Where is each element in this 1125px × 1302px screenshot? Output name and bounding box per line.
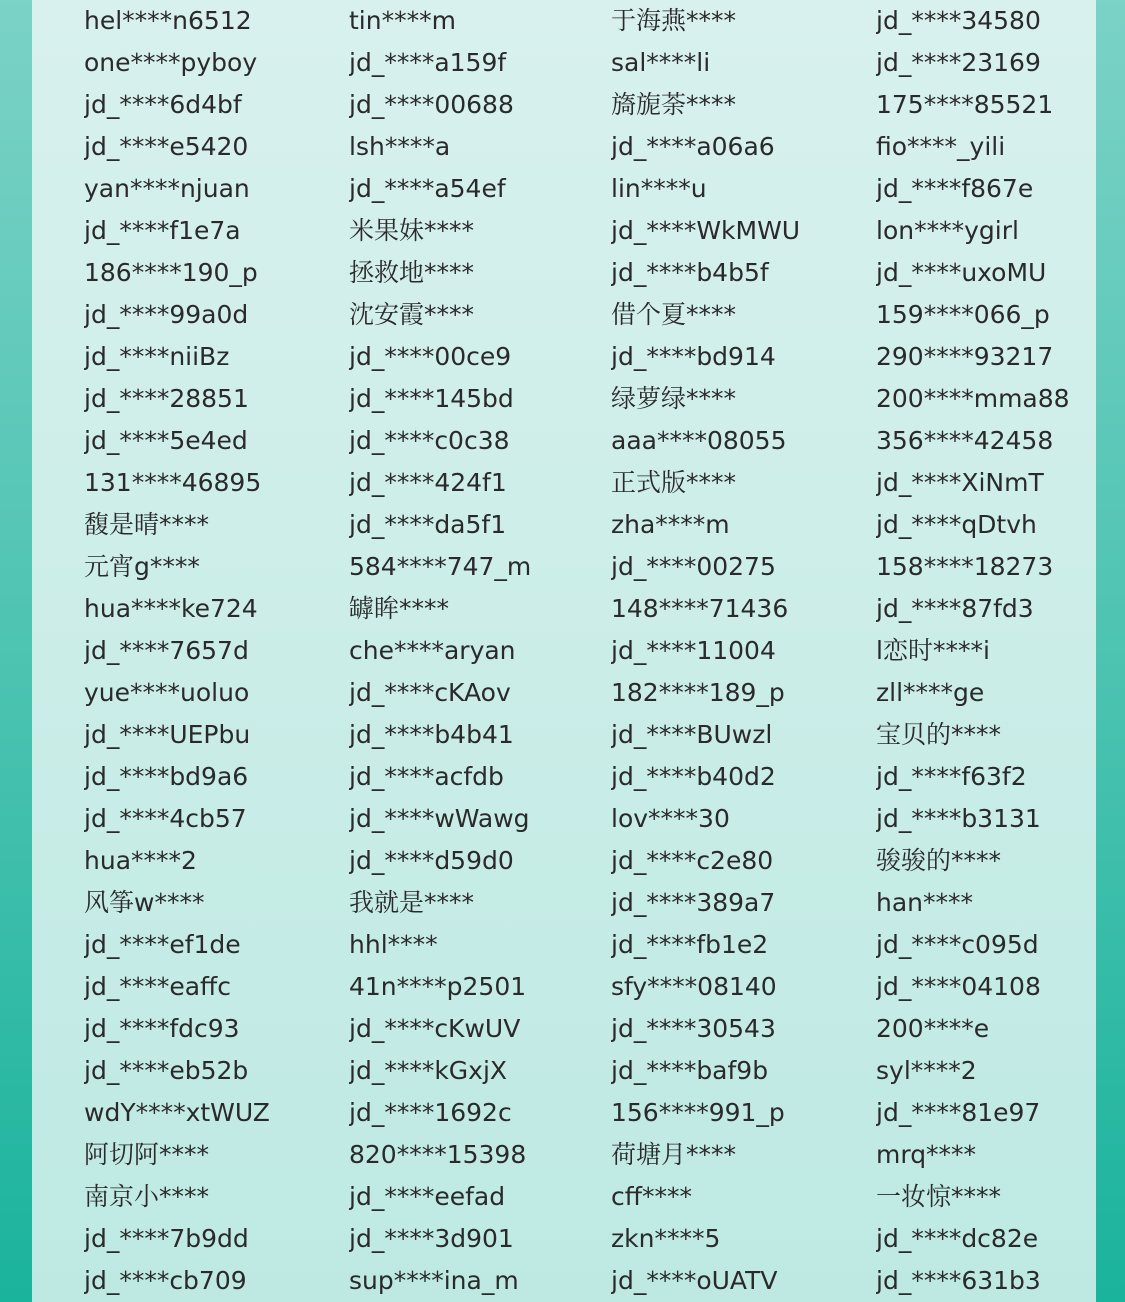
- username-entry: jd_****BUwzl: [611, 720, 773, 749]
- username-entry: 158****18273: [876, 552, 1054, 581]
- username-entry: 宝贝的****: [876, 720, 1002, 749]
- username-entry: 584****747_m: [349, 552, 532, 581]
- username-entry: jd_****uxoMU: [876, 258, 1047, 287]
- username-entry: 馥是晴****: [84, 510, 210, 539]
- username-entry: lin****u: [611, 174, 707, 203]
- username-entry: jd_****kGxjX: [349, 1056, 508, 1085]
- username-entry: jd_****00ce9: [349, 342, 512, 371]
- username-entry: jd_****ef1de: [84, 930, 241, 959]
- username-entry: jd_****00688: [349, 90, 514, 119]
- username-entry: 风筝w****: [84, 888, 205, 917]
- username-entry: jd_****a54ef: [349, 174, 506, 203]
- username-entry: hua****ke724: [84, 594, 258, 623]
- username-entry: jd_****eefad: [349, 1182, 506, 1211]
- username-entry: jd_****oUATV: [611, 1266, 778, 1295]
- username-entry: zkn****5: [611, 1224, 721, 1253]
- username-entry: jd_****b4b5f: [611, 258, 769, 287]
- username-entry: jd_****qDtvh: [876, 510, 1037, 539]
- username-entry: 旖旎荼****: [611, 90, 737, 119]
- username-entry: 罅眸****: [349, 594, 450, 623]
- username-entry: jd_****eb52b: [84, 1056, 249, 1085]
- username-entry: jd_****eaffc: [84, 972, 231, 1001]
- username-entry: 175****85521: [876, 90, 1054, 119]
- username-entry: 米果妹****: [349, 216, 475, 245]
- username-entry: zha****m: [611, 510, 730, 539]
- username-entry: jd_****4cb57: [84, 804, 247, 833]
- username-entry: jd_****wWawg: [349, 804, 530, 833]
- username-entry: jd_****cKAov: [349, 678, 511, 707]
- username-entry: jd_****04108: [876, 972, 1041, 1001]
- username-entry: 借个夏****: [611, 300, 737, 329]
- username-entry: cff****: [611, 1182, 692, 1211]
- username-entry: sfy****08140: [611, 972, 777, 1001]
- username-entry: jd_****87fd3: [876, 594, 1034, 623]
- username-entry: wdY****xtWUZ: [84, 1098, 270, 1127]
- username-entry: yan****njuan: [84, 174, 250, 203]
- username-entry: jd_****145bd: [349, 384, 514, 413]
- username-entry: jd_****30543: [611, 1014, 776, 1043]
- username-entry: jd_****81e97: [876, 1098, 1041, 1127]
- username-entry: 290****93217: [876, 342, 1054, 371]
- username-entry: jd_****a06a6: [611, 132, 775, 161]
- username-entry: jd_****bd914: [611, 342, 776, 371]
- username-entry: sup****ina_m: [349, 1266, 519, 1295]
- username-entry: jd_****XiNmT: [876, 468, 1044, 497]
- username-entry: jd_****23169: [876, 48, 1041, 77]
- username-entry: 于海燕****: [611, 6, 737, 35]
- username-entry: tin****m: [349, 6, 456, 35]
- username-entry: jd_****99a0d: [84, 300, 249, 329]
- username-entry: 荷塘月****: [611, 1140, 737, 1169]
- username-entry: 200****e: [876, 1014, 990, 1043]
- username-entry: jd_****da5f1: [349, 510, 507, 539]
- username-entry: jd_****389a7: [611, 888, 776, 917]
- username-entry: 沈安霞****: [349, 300, 475, 329]
- username-entry: 我就是****: [349, 888, 475, 917]
- username-entry: han****: [876, 888, 974, 917]
- username-entry: hel****n6512: [84, 6, 252, 35]
- username-entry: lsh****a: [349, 132, 451, 161]
- username-entry: jd_****b40d2: [611, 762, 776, 791]
- username-entry: 820****15398: [349, 1140, 527, 1169]
- username-entry: jd_****d59d0: [349, 846, 514, 875]
- username-entry: jd_****00275: [611, 552, 776, 581]
- username-entry: 41n****p2501: [349, 972, 527, 1001]
- username-entry: jd_****WkMWU: [611, 216, 801, 245]
- username-entry: jd_****f63f2: [876, 762, 1027, 791]
- username-entry: 200****mma88: [876, 384, 1070, 413]
- username-entry: lon****ygirl: [876, 216, 1019, 245]
- username-entry: hhl****: [349, 930, 438, 959]
- username-entry: 一妆惊****: [876, 1182, 1002, 1211]
- username-entry: 156****991_p: [611, 1098, 785, 1127]
- username-entry: 拯救地****: [349, 258, 475, 287]
- username-entry: l恋时****i: [876, 636, 990, 665]
- username-entry: jd_****7657d: [84, 636, 249, 665]
- username-entry: jd_****acfdb: [349, 762, 504, 791]
- username-entry: 南京小****: [84, 1182, 210, 1211]
- username-entry: jd_****f867e: [876, 174, 1034, 203]
- username-entry: syl****2: [876, 1056, 977, 1085]
- username-entry: jd_****c095d: [876, 930, 1039, 959]
- username-entry: 骏骏的****: [876, 846, 1002, 875]
- username-entry: yue****uoluo: [84, 678, 250, 707]
- username-entry: 绿萝绿****: [611, 384, 737, 413]
- username-entry: jd_****b3131: [876, 804, 1041, 833]
- username-entry: 元宵g****: [84, 552, 200, 581]
- username-grid: [84, 0, 1084, 1302]
- username-entry: jd_****28851: [84, 384, 249, 413]
- username-entry: jd_****c2e80: [611, 846, 774, 875]
- username-entry: jd_****fb1e2: [611, 930, 769, 959]
- username-entry: jd_****424f1: [349, 468, 507, 497]
- username-entry: jd_****baf9b: [611, 1056, 769, 1085]
- username-entry: 148****71436: [611, 594, 789, 623]
- username-entry: fio****_yili: [876, 132, 1006, 161]
- username-entry: jd_****a159f: [349, 48, 507, 77]
- username-entry: 182****189_p: [611, 678, 785, 707]
- username-entry: 186****190_p: [84, 258, 258, 287]
- username-entry: lov****30: [611, 804, 730, 833]
- username-entry: jd_****b4b41: [349, 720, 514, 749]
- username-entry: 356****42458: [876, 426, 1054, 455]
- username-entry: zll****ge: [876, 678, 985, 707]
- username-entry: hua****2: [84, 846, 197, 875]
- username-entry: sal****li: [611, 48, 711, 77]
- username-entry: jd_****fdc93: [84, 1014, 240, 1043]
- username-entry: one****pyboy: [84, 48, 258, 77]
- username-entry: che****aryan: [349, 636, 516, 665]
- username-entry: 正式版****: [611, 468, 737, 497]
- username-entry: 131****46895: [84, 468, 262, 497]
- username-entry: jd_****dc82e: [876, 1224, 1039, 1253]
- username-entry: jd_****3d901: [349, 1224, 514, 1253]
- username-entry: jd_****f1e7a: [84, 216, 241, 245]
- username-entry: jd_****7b9dd: [84, 1224, 249, 1253]
- username-entry: aaa****08055: [611, 426, 787, 455]
- username-entry: jd_****bd9a6: [84, 762, 249, 791]
- username-entry: jd_****5e4ed: [84, 426, 248, 455]
- username-entry: jd_****1692c: [349, 1098, 512, 1127]
- username-entry: 159****066_p: [876, 300, 1050, 329]
- username-entry: jd_****631b3: [876, 1266, 1041, 1295]
- username-entry: jd_****cb709: [84, 1266, 247, 1295]
- username-entry: jd_****niiBz: [84, 342, 230, 371]
- username-entry: jd_****6d4bf: [84, 90, 242, 119]
- username-entry: jd_****c0c38: [349, 426, 510, 455]
- username-entry: 阿切阿****: [84, 1140, 210, 1169]
- username-entry: jd_****11004: [611, 636, 776, 665]
- username-entry: jd_****e5420: [84, 132, 249, 161]
- username-entry: jd_****UEPbu: [84, 720, 251, 749]
- username-entry: jd_****34580: [876, 6, 1041, 35]
- username-entry: jd_****cKwUV: [349, 1014, 521, 1043]
- username-entry: mrq****: [876, 1140, 977, 1169]
